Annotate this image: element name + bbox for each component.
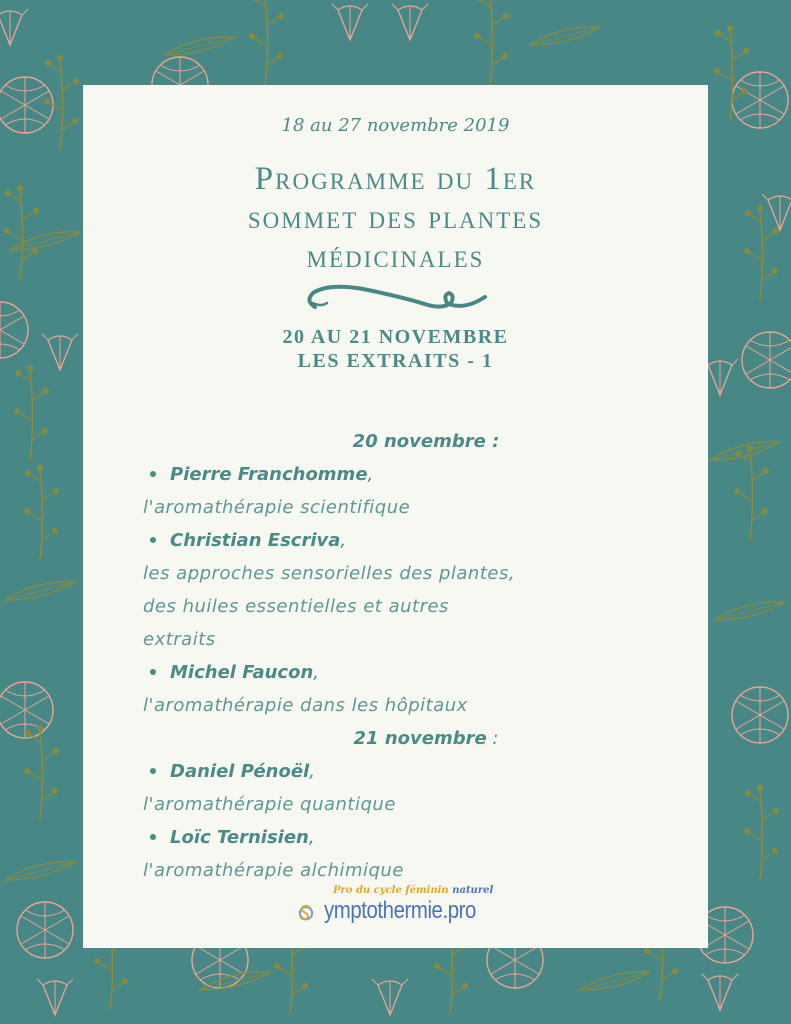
- tagline-main: Pro du cycle féminin: [333, 885, 449, 896]
- speaker-topic: les approches sensorielles des plantes,: [143, 563, 516, 584]
- bullet-icon: [150, 768, 156, 774]
- speaker-name-text: Christian Escriva: [170, 530, 341, 551]
- speaker-topic: des huiles essentielles et autres: [143, 596, 449, 617]
- speaker-topic: l'aromathérapie alchimique: [143, 860, 404, 881]
- speaker-topic: extraits: [143, 629, 216, 650]
- title-line: Programme du 1er: [254, 161, 537, 197]
- subtitle: [83, 325, 708, 373]
- comma: ,: [308, 827, 315, 848]
- day-label: 21 novembre: [353, 728, 487, 749]
- logo-brand: ymptothermie.pro: [324, 897, 476, 924]
- day-heading: [143, 722, 703, 755]
- day-colon: :: [485, 431, 500, 452]
- date-range: 18 au 27 novembre 2019: [281, 115, 510, 136]
- speaker-topic: l'aromathérapie scientifique: [143, 497, 411, 518]
- day-heading: [143, 425, 703, 458]
- bullet-icon: [150, 834, 156, 840]
- subtitle-line: LES EXTRAITS - 1: [297, 350, 494, 372]
- swirl-divider-icon: [303, 281, 488, 315]
- program-list: [143, 425, 703, 887]
- speaker-name: [143, 656, 703, 689]
- speaker-name-text: Michel Faucon: [170, 662, 314, 683]
- logo-tagline: [333, 885, 493, 896]
- speaker-name-text: Daniel Pénoël: [170, 761, 310, 782]
- bullet-icon: [150, 669, 156, 675]
- speaker-topic: l'aromathérapie dans les hôpitaux: [143, 695, 468, 716]
- title-line: médicinales: [306, 239, 485, 275]
- bullet-icon: [150, 537, 156, 543]
- program-card: [83, 85, 708, 948]
- tagline-end: naturel: [452, 885, 494, 896]
- speaker-topic: l'aromathérapie quantique: [143, 794, 396, 815]
- comma: ,: [367, 464, 374, 485]
- page-title: [83, 160, 708, 277]
- speaker-name: [143, 755, 703, 788]
- speaker-name: [143, 524, 703, 557]
- comma: ,: [340, 530, 347, 551]
- speaker-name: [143, 458, 703, 491]
- comma: ,: [313, 662, 319, 683]
- bullet-icon: [150, 471, 156, 477]
- comma: ,: [309, 761, 315, 782]
- day-label: 20 novembre: [352, 431, 486, 452]
- subtitle-line: 20 AU 21 NOVEMBRE: [282, 326, 509, 348]
- day-colon: :: [486, 728, 499, 749]
- speaker-name-text: Pierre Franchomme: [170, 464, 368, 485]
- speaker-name: [143, 821, 703, 854]
- speaker-name-text: Loïc Ternisien: [170, 827, 309, 848]
- title-line: sommet des plantes: [247, 200, 544, 236]
